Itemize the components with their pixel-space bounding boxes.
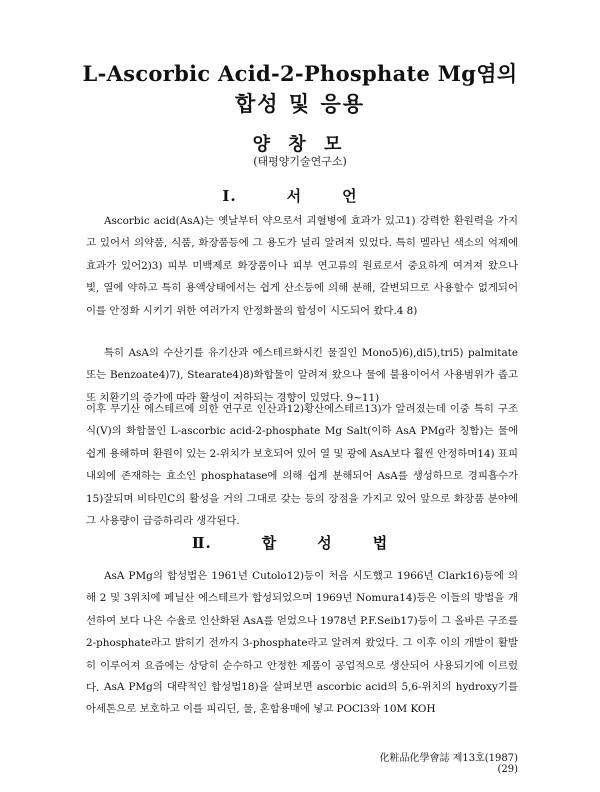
section-number: Ⅱ. (191, 534, 212, 552)
article-title-line1: L-Ascorbic Acid-2-Phosphate Mg염의 (82, 61, 518, 86)
paragraph: 이후 무기산 에스테르에 의한 연구로 인산과12)황산에스테르13)가 알려졌는데 이중 특히 구조식(V)의 화합물인 L-ascorbic acid-2-phosphate Mg Salt(이하 AsA PMg라 칭함)는 물에 쉽게 용해하며 환원이 있는 2-위치가 보호되어 있어 열 및 광에 AsA보다 훨씬 안정하며14) 표피 내외에 존재하는 효소인 phosphatase에 의해 쉽게 분해되어 AsA를 생성하므로 경피흡수가15)잘되며 비타민C의 활성을 거의 그대로 갖는 등의 장점을 가지고 있어 앞으로 화장품 분야에 그 사용량이 급증하리라 생각된다. (86, 403, 518, 528)
paragraph: 특히 AsA의 수산기를 유기산과 에스테르화시킨 물질인 Mono5)6),di5),tri5) palmitate 또는 Benzoate4)7), Stearate4)8)화합물이 알려져 왔으나 물에 불용이어서 사용범위가 좁고 또 치환기의 증가에 따라 활성이 저하되는 경향이 있었다. 9~11) (86, 347, 518, 404)
paragraph: AsA PMg의 합성법은 1961년 Cutolo12)등이 처음 시도했고 1966년 Clark16)등에 의해 2 및 3위치에 페닐산 에스테르가 합성되었으며 1969년 Nomura14)등은 이들의 방법을 개선하여 보다 나은 수율로 인산화된 AsA를 얻었으나 1978년 P.F.Seib17)등이 그 올바른 구조를 2-phosphate라고 밝히기 전까지 3-phosphate라고 알려져 왔었다. 그 이후 이의 개발이 활발히 이루어져 요즘에는 상당히 순수하고 안정한 제품이 공업적으로 생산되어 사용되기에 이르렀다. (86, 570, 518, 695)
section-title-char: 법 (372, 534, 389, 552)
paragraph: Ascorbic acid(AsA)는 옛날부터 약으로서 괴혈병에 효과가 있고1) 강력한 환원력을 가지고 있어서 의약품, 식품, 화장품등에 그 용도가 널리 알려져 있었다. 특히 멜라닌 색소의 억제에 효과가 있어2)3) 피부 미백제로 화장품이나 피부 연고류의 원료로서 중요하게 여겨져 왔으나 빛, 열에 약하고 특히 용액상태에서는 쉽게 산소등에 의해 분해, 갈변되므로 사용할수 없게되어 이를 안정화 시키기 위한 여러가지 안정화물의 합성이 시도되어 왔다.4 8) (86, 215, 518, 317)
author-name: 양 창 모 (252, 134, 348, 155)
journal-footer: 化粧品化學會誌 제13호(1987) (29) (379, 753, 518, 775)
section-title-char: 서 (286, 187, 303, 205)
section-heading-synthesis (0, 532, 600, 553)
article-title-line2: 합성 및 응용 (234, 91, 366, 116)
section-title-char: 합 (261, 534, 278, 552)
author-affiliation: (태평양기술연구소) (253, 155, 347, 168)
section-title-char: 성 (317, 534, 333, 552)
section-number: Ⅰ. (222, 187, 237, 205)
paragraph: AsA PMg의 대략적인 합성법18)을 살펴보면 ascorbic acid의 5,6-위치의 hydroxy기를 아세톤으로 보호하고 이를 피리딘, 물, 혼합용매에 넣고 POCl3와 10M KOH (86, 681, 518, 716)
section-heading-introduction (0, 185, 600, 206)
section-title-char: 언 (342, 187, 358, 205)
